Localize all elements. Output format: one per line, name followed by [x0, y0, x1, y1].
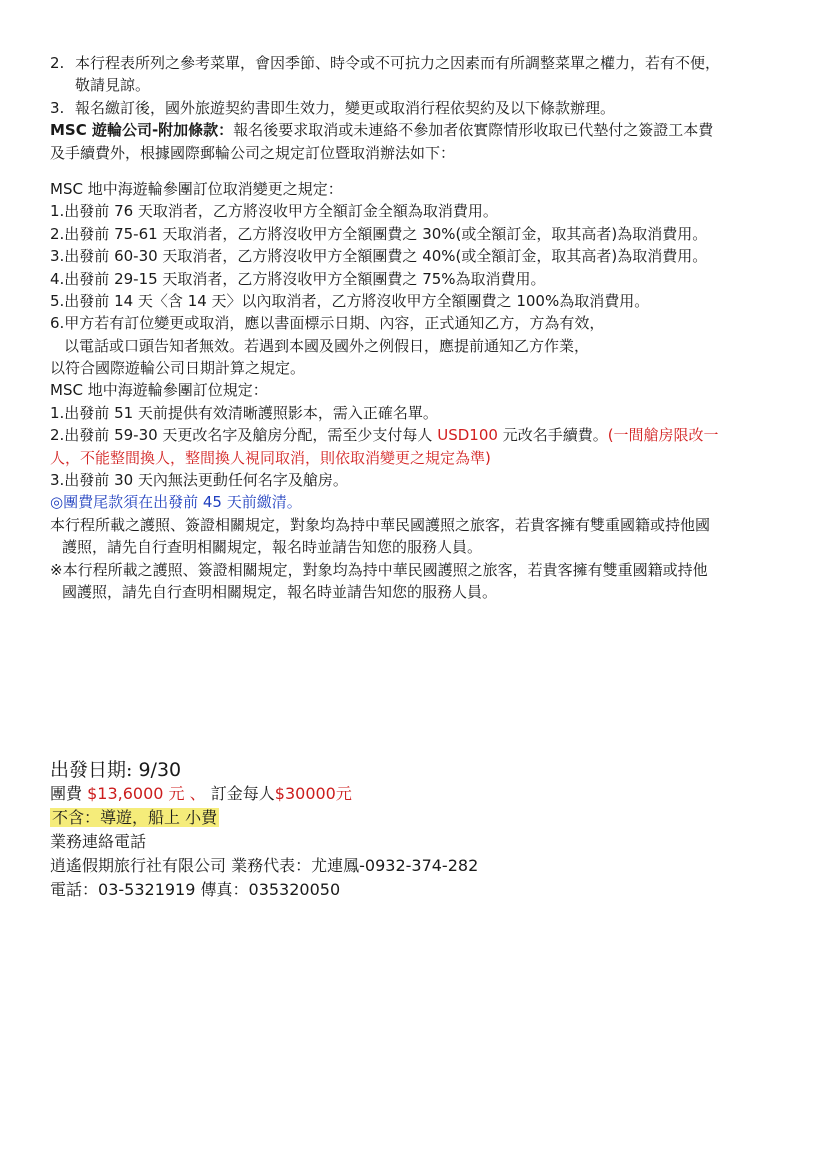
sales-rep-phone: -0932-374-282	[359, 856, 479, 875]
msc-clause-text: 報名後要求取消或未連絡不參加者依實際情形收取已代墊付之簽證工本費	[233, 121, 714, 140]
company-name: 逍遙假期旅行社有限公司	[50, 856, 227, 875]
cancellation-rule-6-end: 以符合國際遊輪公司日期計算之規定。	[50, 359, 306, 378]
phone-number: 03-5321919	[98, 880, 196, 899]
tour-fee-label: 團費	[50, 784, 83, 803]
departure-date: 9/30	[138, 759, 182, 781]
cancellation-rule-3: 3.出發前 60-30 天取消者，乙方將沒收甲方全額團費之 40%(或全額訂金，取其高者)為取消費用。	[50, 247, 708, 266]
phone-label: 電話：	[50, 880, 99, 899]
balance-payment-note: ◎團費尾款須在出發前 45 天前繳清。	[50, 493, 302, 512]
departure-date-line	[50, 758, 478, 782]
cancellation-rule-6-continuation: 以電話或口頭告知者無效。若遇到本國及國外之例假日，應提前通知乙方作業，	[64, 336, 590, 355]
msc-clause-label: MSC 遊輪公司-附加條款：	[50, 121, 234, 140]
booking-rule-2	[50, 424, 780, 446]
passport-note-2-continuation: 國護照，請先自行查明相關規定，報名時並請告知您的服務人員。	[62, 582, 498, 601]
company-line	[50, 854, 478, 878]
departure-label: 出發日期:	[50, 759, 133, 781]
msc-clause-line-2: 及手續費外，根據國際郵輪公司之規定訂位暨取消辦法如下：	[50, 143, 456, 162]
term-item-3-number: 3.	[50, 98, 65, 117]
passport-note-2: ※本行程所載之護照、簽證相關規定，對象均為持中華民國護照之旅客，若貴客擁有雙重國籍或持他	[50, 560, 708, 579]
price-line	[50, 782, 478, 806]
terms-body	[50, 52, 780, 603]
tour-fee-unit: 元	[168, 784, 185, 803]
deposit-amount: $30000	[274, 784, 336, 803]
booking-rule-2-text-end: 元改名手續費。	[502, 426, 608, 445]
phone-fax-line	[50, 878, 478, 902]
name-change-fee: USD100	[437, 426, 498, 445]
passport-note-1-continuation: 護照，請先自行查明相關規定，報名時並請告知您的服務人員。	[62, 538, 483, 557]
term-item-2	[50, 52, 780, 74]
term-item-2-number: 2.	[50, 54, 65, 72]
fax-label: 傳真：	[200, 880, 249, 899]
passport-note-1: 本行程所載之護照、簽證相關規定，對象均為持中華民國護照之旅客，若貴客擁有雙重國籍或持他國	[50, 515, 711, 534]
deposit-unit: 元	[335, 784, 352, 803]
term-item-2-text: 本行程表所列之參考菜單，會因季節、時令或不可抗力之因素而有所調整菜單之權力，若有不便，	[75, 54, 721, 72]
price-separator: 、	[189, 784, 206, 803]
cancellation-rule-6: 6.甲方若有訂位變更或取消，應以書面標示日期、內容，正式通知乙方，方為有效，	[50, 314, 605, 333]
tour-info-footer	[50, 758, 478, 902]
term-item-2-continuation: 敬請見諒。	[75, 76, 151, 95]
cancellation-rule-1: 1.出發前 76 天取消者，乙方將沒收甲方全額訂金全額為取消費用。	[50, 202, 498, 221]
booking-heading: MSC 地中海遊輪參團訂位規定：	[50, 381, 268, 400]
tour-fee-amount: $13,6000	[87, 784, 164, 803]
excludes-line	[50, 806, 478, 830]
booking-rule-1: 1.出發前 51 天前提供有效清晰護照影本，需入正確名單。	[50, 403, 438, 422]
cancellation-rule-2: 2.出發前 75-61 天取消者，乙方將沒收甲方全額團費之 30%(或全額訂金，取其高者)為取消費用。	[50, 224, 708, 243]
excludes-note: 不含：導遊，船上 小費	[52, 808, 218, 827]
booking-rule-2-text: 2.出發前 59-30 天更改名字及艙房分配，需至少支付每人	[50, 426, 433, 445]
term-item-3	[50, 97, 780, 119]
term-item-3-text: 報名繳訂後，國外旅遊契約書即生效力，變更或取消行程依契約及以下條款辦理。	[75, 98, 616, 117]
sales-rep-label: 業務代表：尤連鳳	[231, 856, 360, 875]
contact-heading: 業務連絡電話	[50, 832, 147, 851]
cancellation-rule-5: 5.出發前 14 天〈含 14 天〉以內取消者，乙方將沒收甲方全額團費之 100%為取消費用。	[50, 291, 650, 310]
booking-rule-2-note-continuation: 人，不能整間換人，整間換人視同取消，則依取消變更之規定為準)	[50, 448, 491, 467]
cancellation-heading: MSC 地中海遊輪參團訂位取消變更之規定：	[50, 179, 343, 198]
fax-number: 035320050	[248, 880, 341, 899]
deposit-label: 訂金每人	[210, 784, 275, 803]
booking-rule-2-note: (一間艙房限改一	[607, 426, 719, 445]
booking-rule-3: 3.出發前 30 天內無法更動任何名字及艙房。	[50, 471, 348, 490]
cancellation-rule-4: 4.出發前 29-15 天取消者，乙方將沒收甲方全額團費之 75%為取消費用。	[50, 269, 546, 288]
msc-clause-line-1	[50, 119, 780, 141]
